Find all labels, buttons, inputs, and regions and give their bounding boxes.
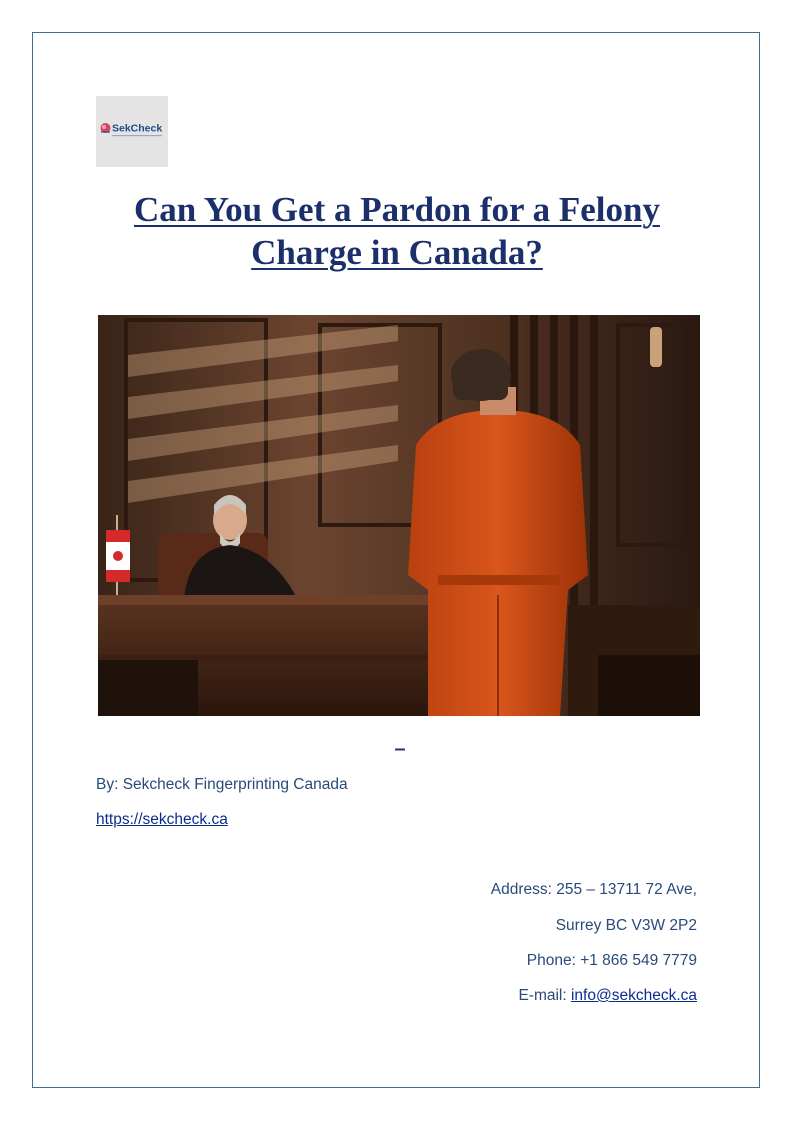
email-line xyxy=(518,987,697,1005)
email-label: E-mail: xyxy=(518,987,571,1004)
address-line-1: Address: 255 – 13711 72 Ave, xyxy=(490,881,697,898)
page-title: Can You Get a Pardon for a Felony Charge in Canada? xyxy=(134,190,660,272)
logo-text: SekCheck xyxy=(112,122,163,135)
courtroom-photo xyxy=(98,315,700,716)
website-link[interactable]: https://sekcheck.ca xyxy=(96,811,228,828)
separator-dash: – xyxy=(394,738,406,760)
sekcheck-logo xyxy=(96,96,168,167)
byline: By: Sekcheck Fingerprinting Canada xyxy=(96,776,348,793)
address-line-2: Surrey BC V3W 2P2 xyxy=(555,917,697,934)
email-link[interactable]: info@sekcheck.ca xyxy=(570,987,697,1004)
phone-number: Phone: +1 866 549 7779 xyxy=(526,952,697,969)
